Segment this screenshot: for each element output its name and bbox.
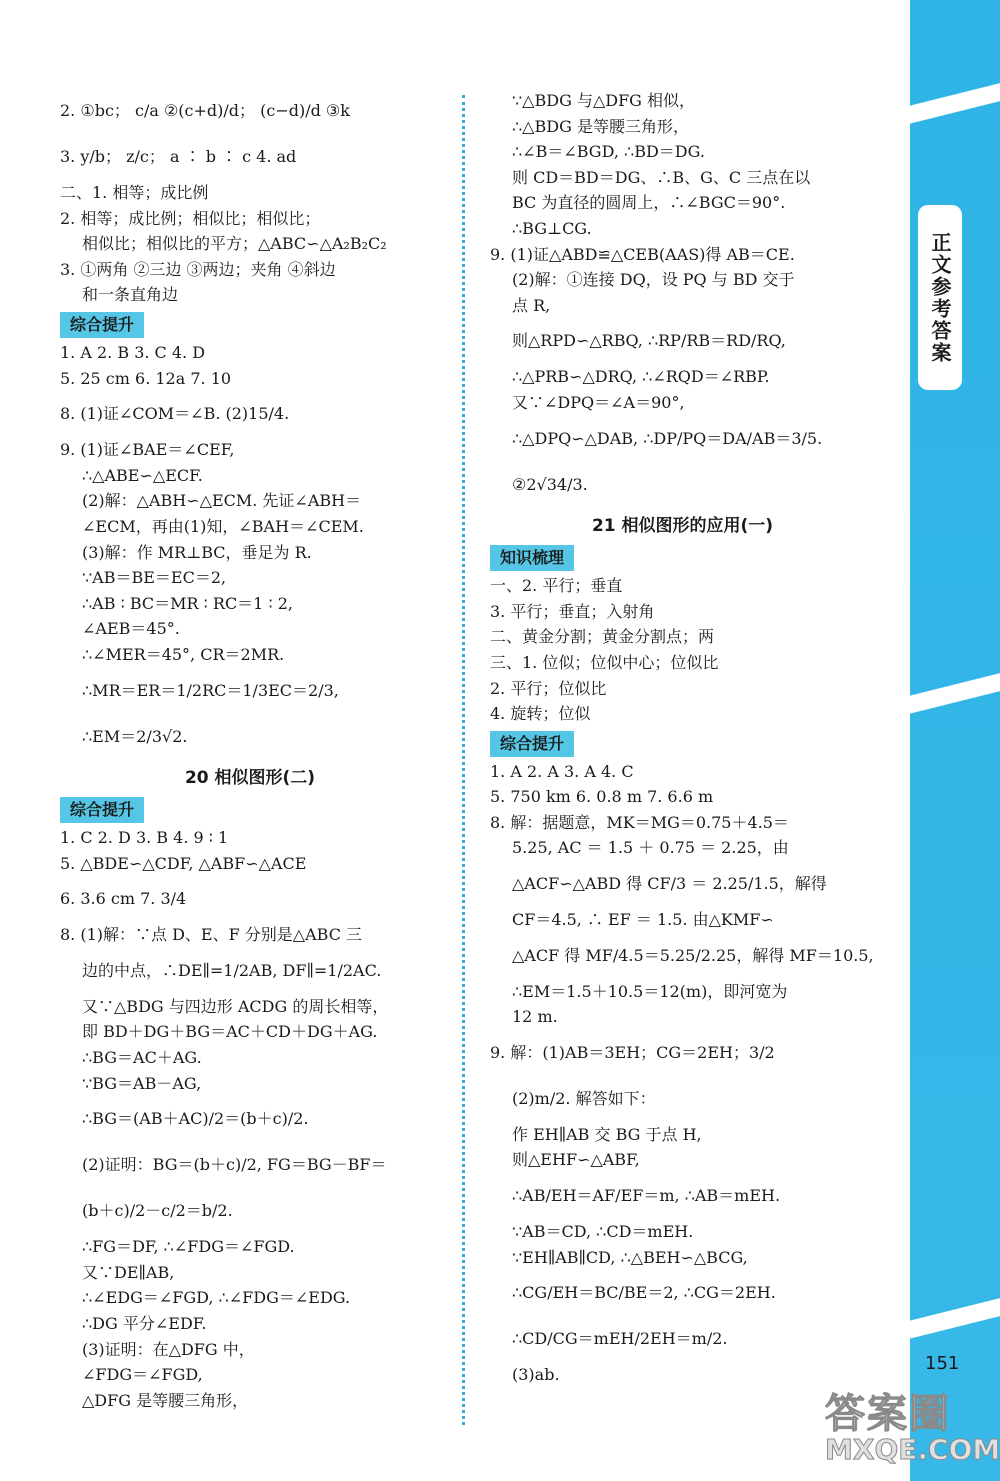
answer-line: ∴AB ∶ BC＝MR ∶ RC＝1 ∶ 2, [82, 593, 293, 613]
answer-line: ∴BG⊥CG. [512, 218, 592, 238]
answer-line: ②2√34/3. [512, 474, 588, 494]
answer-line: 则△EHF∽△ABF, [512, 1150, 640, 1170]
answer-line: 5.25, AC ＝ 1.5 ＋ 0.75 ＝ 2.25，由 [512, 838, 789, 858]
answer-line: 和一条直角边 [82, 285, 179, 305]
answer-line: ∴△BDG 是等腰三角形， [512, 116, 689, 136]
answer-line: (3)ab. [512, 1365, 560, 1385]
answer-line: (2)m/2. 解答如下： [512, 1088, 656, 1108]
answer-line: BC 为直径的圆周上，∴∠BGC＝90°. [512, 193, 786, 213]
answer-line: 边的中点，∴DE∥=1/2AB, DF∥=1/2AC. [82, 960, 382, 980]
answer-line: 又∵△BDG 与四边形 ACDG 的周长相等， [82, 996, 389, 1016]
answer-line: 则△RPD∽△RBQ, ∴RP/RB＝RD/RQ, [512, 331, 786, 351]
answer-line: ∴DG 平分∠EDF. [82, 1314, 207, 1334]
answer-line: △ACF∽△ABD 得 CF/3 ＝ 2.25/1.5，解得 [512, 874, 827, 894]
answer-line: (3)解：作 MR⊥BC，垂足为 R. [82, 542, 312, 562]
answer-line: ∴EM＝1.5＋10.5＝12(m)，即河宽为 [512, 981, 788, 1001]
answer-line: 12 m. [512, 1007, 558, 1027]
answer-line: ∴EM＝2/3√2. [82, 726, 188, 746]
column-divider [462, 95, 465, 1425]
answer-line: ∴△PRB∽△DRQ, ∴∠RQD＝∠RBP. [512, 367, 770, 387]
answer-line: 即 BD＋DG＋BG＝AC＋CD＋DG＋AG. [82, 1022, 378, 1042]
answer-line: 5. 750 km 6. 0.8 m 7. 6.6 m [490, 787, 714, 807]
answer-line: 3. y/b； z/c； a ∶ b ∶ c 4. ad [60, 147, 297, 166]
answer-line: 8. (1)证∠COM＝∠B. (2)15/4. [60, 404, 290, 424]
answer-line: ∴△DPQ∽△DAB, ∴DP/PQ＝DA/AB＝3/5. [512, 428, 823, 448]
answer-line: 1. A 2. A 3. A 4. C [490, 761, 634, 781]
answer-line: 点 R, [512, 295, 551, 315]
answer-line: ∴MR＝ER＝1/2RC＝1/3EC＝2/3, [82, 680, 339, 700]
answer-line: ∴CD/CG＝mEH/2EH＝m/2. [512, 1329, 728, 1349]
answer-line: 9. (1)证∠BAE＝∠CEF, [60, 440, 235, 460]
answer-line: ∵BG＝AB－AG, [82, 1073, 202, 1093]
answer-line: ∠AEB＝45°. [82, 619, 180, 639]
answer-line: 2. 平行；位似比 [490, 678, 607, 698]
left-column [60, 88, 440, 1413]
answer-line: ∴∠EDG＝∠FGD, ∴∠FDG＝∠EDG. [82, 1288, 351, 1308]
answer-line: ∴△ABE∽△ECF. [82, 465, 203, 485]
answer-line: 8. (1)解：∵点 D、E、F 分别是△ABC 三 [60, 925, 363, 945]
answer-line: 9. 解：(1)AB＝3EH；CG＝2EH；3/2 [490, 1042, 775, 1062]
answer-line: ∴BG＝(AB＋AC)/2＝(b＋c)/2. [82, 1109, 309, 1129]
answer-line: △DFG 是等腰三角形， [82, 1390, 249, 1410]
answer-line: 8. 解：据题意，MK＝MG＝0.75＋4.5＝ [490, 812, 789, 832]
answer-line: ∴∠B＝∠BGD, ∴BD＝DG. [512, 142, 705, 162]
answer-line: 一、2. 平行；垂直 [490, 576, 623, 596]
answer-line: 相似比；相似比的平方；△ABC∽△A₂B₂C₂ [82, 234, 387, 254]
answer-line: 5. 25 cm 6. 12a 7. 10 [60, 368, 232, 388]
answer-line: 二、1. 相等；成比例 [60, 183, 209, 202]
answer-line: ∠FDG＝∠FGD, [82, 1365, 203, 1385]
answer-line: 又∵∠DPQ＝∠A＝90°, [512, 392, 685, 412]
answer-line: ∴FG＝DF, ∴∠FDG＝∠FGD. [82, 1237, 295, 1257]
right-column [490, 88, 875, 1388]
answer-line: (2)解：①连接 DQ，设 PQ 与 BD 交于 [512, 270, 795, 290]
answer-line: ∵AB＝CD, ∴CD＝mEH. [512, 1222, 694, 1242]
section-badge: 综合提升 [60, 797, 144, 823]
section-badge: 知识梳理 [490, 545, 574, 571]
answer-line: ∴∠MER＝45°, CR＝2MR. [82, 644, 285, 664]
answer-line: 2. ①bc； c/a ②(c+d)/d； (c−d)/d ③k [60, 101, 350, 120]
answer-line: ∵AB＝BE＝EC＝2, [82, 568, 227, 588]
answer-line: ∵△BDG 与△DFG 相似， [512, 91, 696, 110]
section-badge: 综合提升 [490, 731, 574, 757]
answer-line: (2)证明：BG＝(b＋c)/2, FG＝BG－BF＝ [82, 1155, 387, 1175]
answer-line: CF＝4.5, ∴ EF ＝ 1.5. 由△KMF∽ [512, 910, 774, 930]
sidebar-tab-label: 正文参考答案 [918, 205, 962, 390]
answer-line: 二、黄金分割；黄金分割点；两 [490, 627, 715, 647]
section-title: 20 相似图形(二) [184, 767, 316, 788]
answer-line: ∴AB/EH＝AF/EF＝m, ∴AB＝mEH. [512, 1186, 781, 1206]
watermark-top: 答案圈 [825, 1391, 951, 1437]
answer-line: 又∵DE∥AB, [82, 1262, 175, 1282]
answer-line: 3. 平行；垂直；入射角 [490, 601, 655, 621]
answer-line: 1. C 2. D 3. B 4. 9 ∶ 1 [60, 828, 229, 848]
answer-line: ∵EH∥AB∥CD, ∴△BEH∽△BCG, [512, 1247, 748, 1267]
answer-line: 6. 3.6 cm 7. 3/4 [60, 889, 187, 909]
answer-line: 9. (1)证△ABD≌△CEB(AAS)得 AB＝CE. [490, 244, 795, 264]
section-badge: 综合提升 [60, 312, 144, 338]
answer-line: 5. △BDE∽△CDF, △ABF∽△ACE [60, 853, 307, 873]
page-number: 151 [925, 1353, 960, 1374]
answer-line: △ACF 得 MF/4.5＝5.25/2.25，解得 MF＝10.5, [512, 945, 874, 965]
answer-line: ∴BG＝AC＋AG. [82, 1048, 202, 1068]
answer-line: 3. ①两角 ②三边 ③两边；夹角 ④斜边 [60, 259, 336, 279]
answer-line: ∠ECM，再由(1)知，∠BAH＝∠CEM. [82, 516, 364, 536]
answer-line: 1. A 2. B 3. C 4. D [60, 342, 206, 362]
answer-line: 三、1. 位似；位似中心；位似比 [490, 652, 719, 672]
answer-line: (2)解：△ABH∽△ECM. 先证∠ABH＝ [82, 491, 362, 511]
answer-line: (3)证明：在△DFG 中， [82, 1339, 255, 1359]
answer-line: 2. 相等；成比例；相似比；相似比； [60, 208, 321, 228]
answer-line: 4. 旋转；位似 [490, 704, 591, 724]
answer-line: 则 CD＝BD＝DG、∴B、G、C 三点在以 [512, 167, 811, 187]
answer-line: 作 EH∥AB 交 BG 于点 H, [512, 1124, 702, 1144]
answer-line: ∴CG/EH＝BC/BE＝2, ∴CG＝2EH. [512, 1283, 776, 1303]
answer-line: (b＋c)/2－c/2＝b/2. [82, 1201, 233, 1221]
watermark-logo [825, 1391, 1000, 1473]
watermark-bottom: MXQE.COM [825, 1433, 1000, 1466]
section-title: 21 相似图形的应用(一) [591, 515, 774, 536]
